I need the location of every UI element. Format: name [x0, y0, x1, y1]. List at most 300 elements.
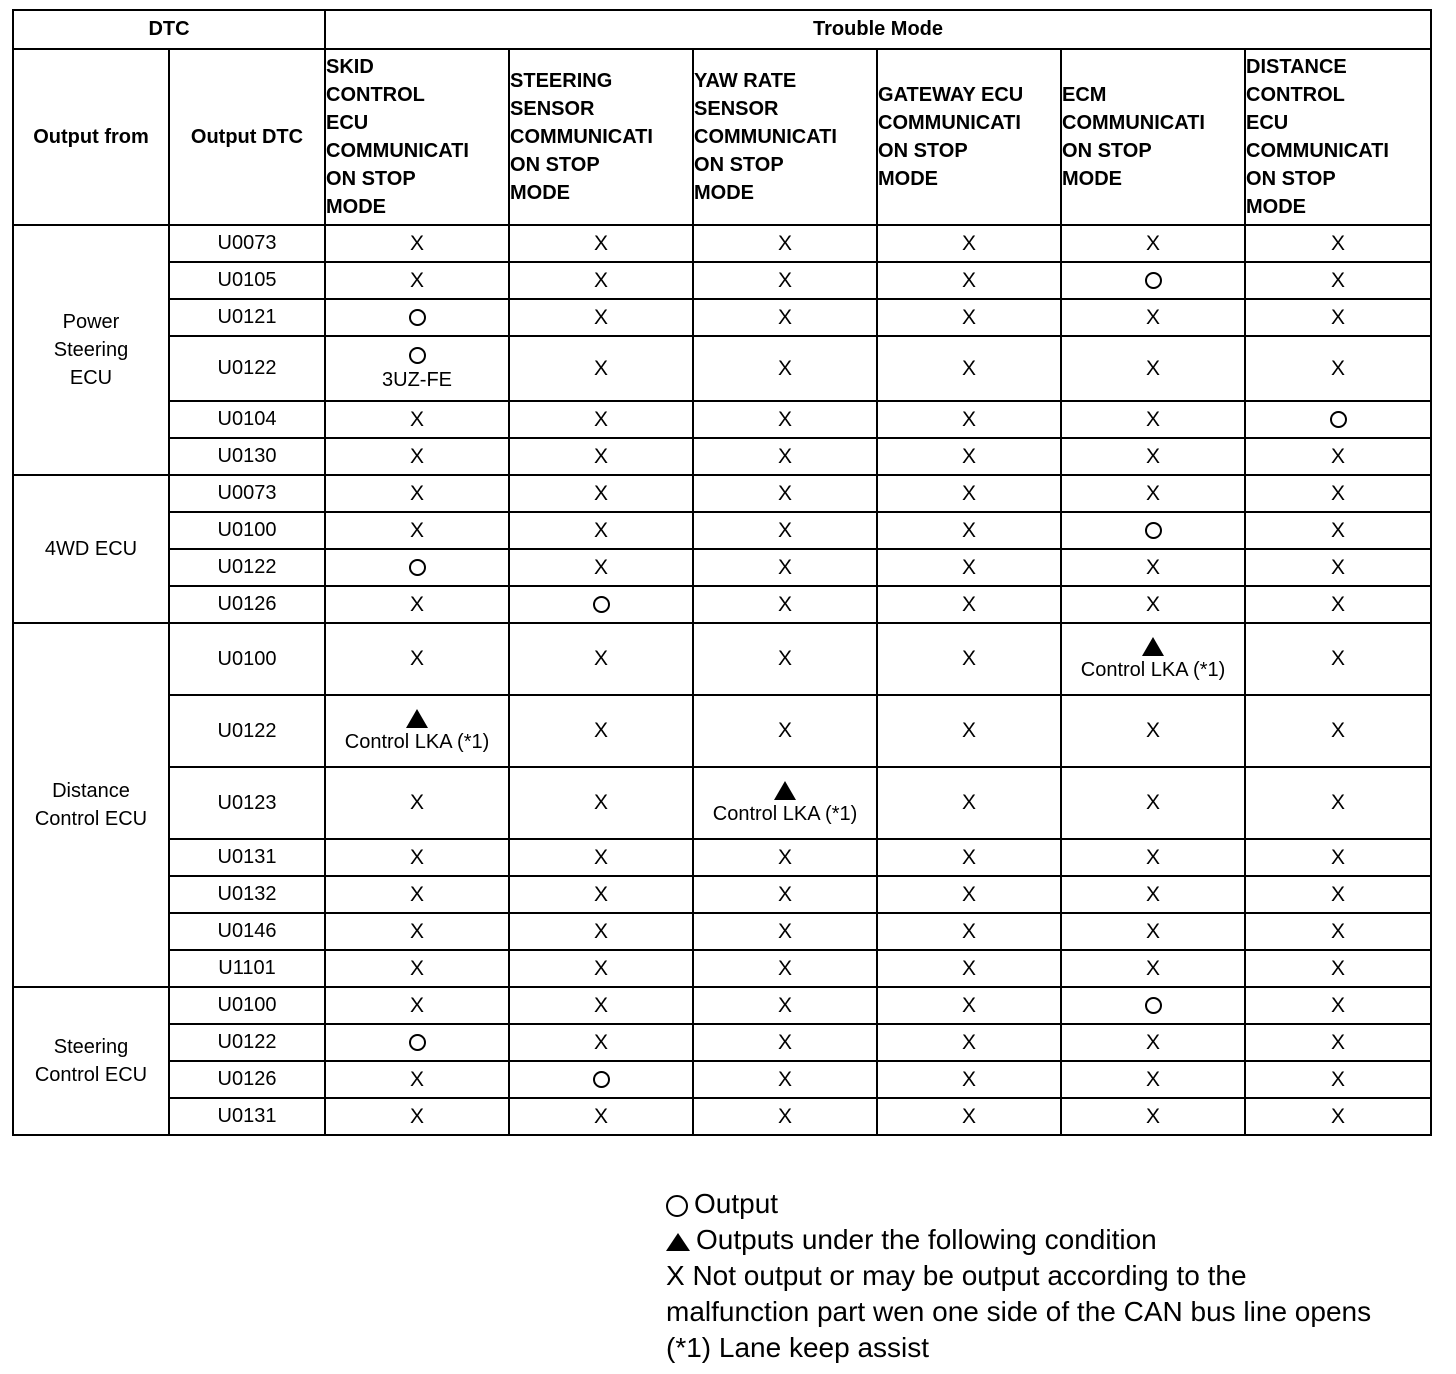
mode-cell — [1245, 913, 1431, 950]
x-mark: X — [962, 1067, 977, 1091]
mode-cell — [509, 586, 693, 623]
symbol — [1246, 557, 1430, 579]
output-dtc-cell: U0130 — [169, 438, 325, 475]
mode-cell — [1245, 336, 1431, 401]
table-row — [13, 438, 1431, 475]
symbol — [878, 847, 1060, 869]
symbol — [1246, 847, 1430, 869]
trouble-mode-header: Trouble Mode — [325, 10, 1431, 49]
output-dtc-cell: U0073 — [169, 475, 325, 512]
symbol — [326, 345, 508, 367]
mode-cell — [509, 1098, 693, 1135]
symbol — [510, 483, 692, 505]
symbol — [510, 1069, 692, 1091]
table-row — [13, 225, 1431, 262]
mode-cell — [877, 262, 1061, 299]
symbol — [510, 233, 692, 255]
table-row — [13, 586, 1431, 623]
triangle-icon — [406, 709, 428, 728]
symbol — [1246, 594, 1430, 616]
mode-cell — [877, 401, 1061, 438]
mode-cell — [1061, 401, 1245, 438]
mode-cell — [325, 1024, 509, 1061]
mode-cell — [877, 913, 1061, 950]
x-mark: X — [962, 882, 977, 906]
symbol — [694, 648, 876, 670]
symbol — [878, 1032, 1060, 1054]
x-mark: X — [410, 647, 425, 670]
symbol — [878, 557, 1060, 579]
x-mark: X — [410, 882, 425, 906]
header-column-row — [13, 49, 1431, 225]
table-body — [13, 225, 1431, 1135]
symbol — [1062, 483, 1244, 505]
table-row — [13, 913, 1431, 950]
output-from-cell: Distance Control ECU — [13, 623, 169, 987]
x-mark: X — [778, 882, 793, 906]
x-mark: X — [594, 518, 609, 542]
x-mark: X — [1331, 481, 1346, 505]
output-dtc-cell: U0146 — [169, 913, 325, 950]
x-mark: X — [778, 719, 793, 742]
mode-cell — [693, 299, 877, 336]
mode-cell — [509, 336, 693, 401]
symbol — [510, 520, 692, 542]
x-mark: X — [1146, 719, 1161, 742]
mode-cell — [1061, 475, 1245, 512]
symbol — [694, 884, 876, 906]
mode-cell — [325, 695, 509, 767]
output-dtc-cell: U0105 — [169, 262, 325, 299]
output-dtc-cell: U0131 — [169, 1098, 325, 1135]
mode-cell — [693, 623, 877, 695]
symbol — [1246, 884, 1430, 906]
mode-cell — [1061, 336, 1245, 401]
x-mark: X — [594, 481, 609, 505]
x-mark: X — [594, 956, 609, 980]
table-row — [13, 1061, 1431, 1098]
x-mark: X — [1331, 647, 1346, 670]
mode-cell — [1245, 262, 1431, 299]
mode-cell — [1245, 438, 1431, 475]
x-mark: X — [778, 956, 793, 980]
x-mark: X — [778, 993, 793, 1017]
mode-cell — [325, 950, 509, 987]
symbol — [694, 409, 876, 431]
x-mark: X — [410, 592, 425, 616]
symbol — [510, 847, 692, 869]
mode-cell — [509, 438, 693, 475]
x-mark: X — [1331, 518, 1346, 542]
mode-cell — [1061, 839, 1245, 876]
triangle-icon — [666, 1233, 690, 1251]
symbol — [510, 358, 692, 380]
x-mark: X — [1331, 1030, 1346, 1054]
mode-cell — [509, 913, 693, 950]
x-mark: X — [594, 993, 609, 1017]
symbol — [694, 358, 876, 380]
symbol — [510, 307, 692, 329]
table-row — [13, 1024, 1431, 1061]
mode-cell — [1061, 950, 1245, 987]
symbol — [510, 446, 692, 468]
symbol — [694, 1032, 876, 1054]
symbol — [326, 520, 508, 542]
symbol — [1062, 921, 1244, 943]
x-mark: X — [1331, 592, 1346, 616]
x-mark: X — [410, 1104, 425, 1128]
mode-cell — [325, 512, 509, 549]
symbol — [510, 958, 692, 980]
symbol — [510, 648, 692, 670]
mode-cell — [1061, 987, 1245, 1024]
table-row — [13, 695, 1431, 767]
mode-cell — [1245, 1024, 1431, 1061]
mode-cell — [1061, 695, 1245, 767]
symbol — [326, 446, 508, 468]
symbol — [1246, 270, 1430, 292]
symbol — [326, 847, 508, 869]
triangle-icon — [1142, 637, 1164, 656]
mode-cell — [1245, 695, 1431, 767]
mode-cell — [1061, 549, 1245, 586]
mode-cell — [1061, 767, 1245, 839]
mode-cell — [693, 586, 877, 623]
symbol — [878, 884, 1060, 906]
mode-cell — [1245, 512, 1431, 549]
symbol — [1062, 307, 1244, 329]
x-mark: X — [1146, 407, 1161, 431]
x-mark: X — [1331, 268, 1346, 292]
mode-cell — [325, 913, 509, 950]
circle-icon — [409, 559, 426, 576]
x-mark: X — [594, 1104, 609, 1128]
symbol — [694, 720, 876, 742]
symbol — [326, 958, 508, 980]
mode-cell — [325, 401, 509, 438]
symbol — [1062, 557, 1244, 579]
x-mark: X — [410, 231, 425, 255]
mode-cell — [509, 695, 693, 767]
symbol — [510, 409, 692, 431]
x-mark: X — [594, 647, 609, 670]
x-mark: X — [778, 356, 793, 380]
mode-cell — [693, 225, 877, 262]
output-dtc-cell: U0100 — [169, 512, 325, 549]
mode-cell — [1061, 876, 1245, 913]
symbol — [326, 270, 508, 292]
mode-cell — [877, 839, 1061, 876]
output-dtc-cell: U0126 — [169, 1061, 325, 1098]
triangle-icon — [774, 781, 796, 800]
mode-cell — [693, 438, 877, 475]
symbol — [1246, 1106, 1430, 1128]
symbol — [1246, 358, 1430, 380]
mode-cell — [1245, 586, 1431, 623]
mode-cell — [877, 586, 1061, 623]
x-mark: X — [410, 481, 425, 505]
mode-cell — [877, 695, 1061, 767]
mode-cell — [509, 1024, 693, 1061]
mode-cell — [325, 1061, 509, 1098]
x-mark: X — [778, 305, 793, 329]
x-mark: X — [1331, 1104, 1346, 1128]
symbol — [694, 483, 876, 505]
symbol — [1062, 1069, 1244, 1091]
x-mark: X — [962, 647, 977, 670]
mode-cell — [1061, 586, 1245, 623]
x-mark: X — [962, 956, 977, 980]
output-from-header: Output from — [13, 49, 169, 225]
table-row — [13, 299, 1431, 336]
output-dtc-cell: U0073 — [169, 225, 325, 262]
x-mark: X — [962, 518, 977, 542]
symbol — [326, 1069, 508, 1091]
x-mark: X — [962, 845, 977, 869]
x-mark: X — [1331, 356, 1346, 380]
symbol — [694, 233, 876, 255]
mode-cell — [325, 767, 509, 839]
symbol — [1246, 1069, 1430, 1091]
x-mark: X — [1146, 882, 1161, 906]
x-mark: X — [410, 845, 425, 869]
x-mark: X — [962, 356, 977, 380]
x-mark: X — [410, 993, 425, 1017]
mode-cell — [1245, 950, 1431, 987]
table-row — [13, 549, 1431, 586]
symbol — [1246, 720, 1430, 742]
x-mark: X — [962, 993, 977, 1017]
x-mark: X — [1331, 882, 1346, 906]
output-dtc-cell: U1101 — [169, 950, 325, 987]
mode-cell — [877, 623, 1061, 695]
mode-cell — [1245, 876, 1431, 913]
table-row — [13, 1098, 1431, 1135]
x-mark: X — [1331, 1067, 1346, 1091]
table-row — [13, 876, 1431, 913]
x-mark: X — [1331, 956, 1346, 980]
symbol — [878, 1106, 1060, 1128]
mode-cell — [1061, 1098, 1245, 1135]
table-row — [13, 336, 1431, 401]
x-mark: X — [962, 481, 977, 505]
mode-header-yaw-rate-sensor: YAW RATE SENSOR COMMUNICATI ON STOP MODE — [693, 49, 877, 225]
mode-cell — [693, 262, 877, 299]
mode-header-distance-control-ecu: DISTANCE CONTROL ECU COMMUNICATI ON STOP MODE — [1245, 49, 1431, 225]
mode-cell — [877, 512, 1061, 549]
x-mark: X — [778, 647, 793, 670]
mode-cell — [877, 475, 1061, 512]
mode-cell — [1245, 767, 1431, 839]
mode-cell — [1245, 623, 1431, 695]
table-row — [13, 987, 1431, 1024]
mode-cell — [693, 512, 877, 549]
mode-cell — [1061, 1061, 1245, 1098]
output-dtc-cell: U0131 — [169, 839, 325, 876]
symbol — [326, 307, 508, 329]
x-mark: X — [1331, 845, 1346, 869]
mode-cell — [509, 839, 693, 876]
x-mark: X — [778, 592, 793, 616]
mode-cell — [693, 1098, 877, 1135]
circle-icon — [1145, 522, 1162, 539]
symbol — [326, 648, 508, 670]
circle-icon — [1330, 411, 1347, 428]
x-mark: X — [1146, 956, 1161, 980]
x-mark: X — [778, 407, 793, 431]
x-mark: X — [1146, 1104, 1161, 1128]
table-row — [13, 262, 1431, 299]
x-mark: X — [594, 919, 609, 943]
symbol — [1246, 409, 1430, 431]
symbol — [878, 720, 1060, 742]
x-mark: X — [1146, 444, 1161, 468]
mode-cell — [325, 586, 509, 623]
mode-cell — [1245, 401, 1431, 438]
symbol — [1062, 720, 1244, 742]
x-mark: X — [410, 791, 425, 814]
x-mark: X — [1331, 444, 1346, 468]
mode-cell — [1245, 1061, 1431, 1098]
mode-cell — [1061, 262, 1245, 299]
x-mark: X — [1331, 993, 1346, 1017]
symbol — [878, 792, 1060, 814]
symbol — [694, 779, 876, 801]
x-mark: X — [1331, 231, 1346, 255]
x-mark: X — [778, 1104, 793, 1128]
mode-cell — [693, 1024, 877, 1061]
symbol — [326, 792, 508, 814]
symbol — [510, 884, 692, 906]
mode-cell — [325, 475, 509, 512]
x-mark: X — [962, 268, 977, 292]
symbol — [694, 307, 876, 329]
x-mark: X — [1146, 231, 1161, 255]
cell-note: Control LKA (*1) — [1080, 659, 1226, 681]
x-mark: X — [594, 791, 609, 814]
mode-cell — [1245, 299, 1431, 336]
x-mark: X — [594, 882, 609, 906]
mode-cell — [877, 950, 1061, 987]
symbol — [1062, 409, 1244, 431]
output-from-cell: 4WD ECU — [13, 475, 169, 623]
symbol — [1246, 520, 1430, 542]
mode-cell — [693, 1061, 877, 1098]
circle-icon — [409, 1034, 426, 1051]
x-mark: X — [778, 444, 793, 468]
mode-cell — [693, 839, 877, 876]
symbol — [326, 483, 508, 505]
symbol — [1246, 792, 1430, 814]
x-mark: X — [778, 268, 793, 292]
symbol — [1246, 648, 1430, 670]
mode-cell — [1245, 1098, 1431, 1135]
symbol — [1062, 995, 1244, 1017]
output-dtc-cell: U0100 — [169, 987, 325, 1024]
mode-cell — [877, 1098, 1061, 1135]
legend-conditional — [666, 1222, 1371, 1258]
circle-icon — [1145, 997, 1162, 1014]
mode-cell — [509, 1061, 693, 1098]
x-mark: X — [594, 268, 609, 292]
x-mark: X — [1331, 791, 1346, 814]
x-mark: X — [778, 555, 793, 579]
cell-note: Control LKA (*1) — [712, 803, 858, 825]
x-mark: X — [962, 791, 977, 814]
mode-cell — [509, 767, 693, 839]
legend-conditional-text: Outputs under the following condition — [696, 1224, 1157, 1255]
mode-cell — [877, 225, 1061, 262]
legend-output — [666, 1186, 1371, 1222]
symbol — [326, 557, 508, 579]
mode-cell — [1061, 512, 1245, 549]
symbol — [510, 720, 692, 742]
symbol — [1062, 635, 1244, 657]
symbol — [510, 594, 692, 616]
symbol — [510, 995, 692, 1017]
table-row — [13, 475, 1431, 512]
header-group-row — [13, 10, 1431, 49]
x-mark: X — [962, 1030, 977, 1054]
mode-cell — [509, 512, 693, 549]
mode-cell — [1061, 623, 1245, 695]
symbol — [326, 1106, 508, 1128]
mode-cell — [509, 623, 693, 695]
symbol — [1062, 847, 1244, 869]
mode-cell — [509, 299, 693, 336]
mode-cell — [325, 438, 509, 475]
x-mark: X — [778, 845, 793, 869]
mode-cell — [1245, 225, 1431, 262]
symbol — [694, 520, 876, 542]
mode-cell — [877, 767, 1061, 839]
x-mark: X — [1146, 305, 1161, 329]
x-mark: X — [962, 444, 977, 468]
legend-output-text: Output — [694, 1188, 779, 1219]
x-mark: X — [594, 845, 609, 869]
symbol — [694, 847, 876, 869]
symbol — [510, 270, 692, 292]
mode-cell — [693, 336, 877, 401]
x-mark: X — [594, 305, 609, 329]
legend-not-output-line2: malfunction part wen one side of the CAN bus line opens — [666, 1296, 1372, 1327]
dtc-trouble-mode-table — [12, 9, 1432, 1136]
symbol — [694, 446, 876, 468]
symbol — [326, 921, 508, 943]
output-dtc-cell: U0122 — [169, 336, 325, 401]
symbol — [1246, 958, 1430, 980]
legend — [666, 1186, 1371, 1366]
output-dtc-cell: U0122 — [169, 695, 325, 767]
x-mark: X — [1331, 305, 1346, 329]
x-mark: X — [1146, 791, 1161, 814]
dtc-header: DTC — [13, 10, 325, 49]
mode-header-gateway-ecu: GATEWAY ECU COMMUNICATI ON STOP MODE — [877, 49, 1061, 225]
legend-not-output-line1: X Not output or may be output according to the — [666, 1260, 1247, 1291]
mode-cell — [509, 225, 693, 262]
output-dtc-cell: U0121 — [169, 299, 325, 336]
mode-cell — [877, 438, 1061, 475]
x-mark: X — [778, 1030, 793, 1054]
x-mark: X — [410, 407, 425, 431]
mode-cell — [509, 876, 693, 913]
circle-icon — [593, 1071, 610, 1088]
symbol — [1062, 446, 1244, 468]
x-mark: X — [594, 719, 609, 742]
symbol — [878, 358, 1060, 380]
x-mark: X — [1146, 1067, 1161, 1091]
x-mark: X — [410, 1067, 425, 1091]
